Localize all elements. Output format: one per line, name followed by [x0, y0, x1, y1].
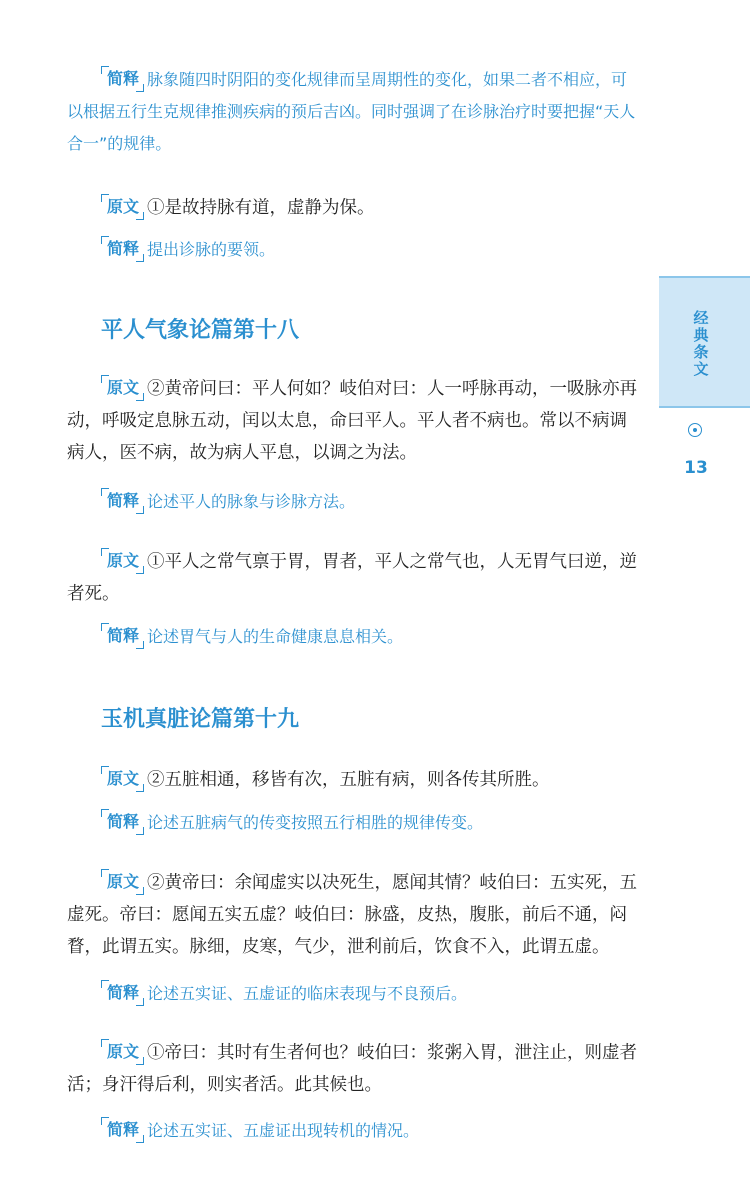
- explanation-paragraph: [67, 64, 637, 160]
- original-label: 原文: [101, 769, 144, 789]
- explanation-paragraph: [67, 486, 637, 518]
- original-label: 原文: [101, 197, 144, 217]
- original-label: 原文: [101, 378, 144, 398]
- original-text: 黄帝曰：余闻虚实以决死生，愿闻其情？岐伯曰：五实死，五虚死。帝曰：愿闻五实五虚？岐伯曰：脉盛，皮热，腹胀，前后不通，闷瞀，此谓五实。脉细，皮寒，气少，泄利前后，饮食不入，此谓五虚。: [67, 873, 638, 957]
- explanation-text: 论述五实证、五虚证出现转机的情况。: [147, 1121, 420, 1140]
- explanation-label: 简释: [101, 239, 144, 259]
- explanation-label: 简释: [101, 491, 144, 511]
- explanation-paragraph: [67, 807, 637, 839]
- original-text: 是故持脉有道，虚静为保。: [164, 198, 375, 218]
- explanation-label: 简释: [101, 1120, 144, 1140]
- original-paragraph: [67, 867, 637, 963]
- marker: ①: [147, 552, 165, 572]
- marker: ②: [147, 770, 165, 790]
- original-label: 原文: [101, 551, 144, 571]
- explanation-paragraph: [67, 1115, 637, 1147]
- explanation-text: 论述平人的脉象与诊脉方法。: [147, 492, 356, 511]
- section-heading: 玉机真脏论篇第十九: [101, 707, 300, 732]
- page-dot-icon: [688, 423, 702, 437]
- original-paragraph: [67, 764, 637, 796]
- original-text: 帝曰：其时有生者何也？岐伯曰：浆粥入胃，泄注止，则虚者活；身汗得后利，则实者活。此其候也。: [67, 1043, 638, 1095]
- marker: ②: [147, 873, 165, 893]
- chapter-side-tab-text: 经典条文: [693, 309, 709, 378]
- marker: ①: [147, 198, 165, 218]
- explanation-text: 脉象随四时阴阳的变化规律而呈周期性的变化，如果二者不相应，可以根据五行生克规律推测疾病的预后吉凶。同时强调了在诊脉治疗时要把握“天人合一”的规律。: [67, 70, 636, 153]
- original-paragraph: [67, 192, 637, 224]
- explanation-label: 简释: [101, 69, 144, 89]
- explanation-text: 论述五实证、五虚证的临床表现与不良预后。: [147, 984, 468, 1003]
- explanation-text: 论述五脏病气的传变按照五行相胜的规律传变。: [147, 813, 484, 832]
- explanation-text: 论述胃气与人的生命健康息息相关。: [147, 627, 404, 646]
- original-paragraph: [67, 373, 637, 469]
- section-heading: 平人气象论篇第十八: [101, 318, 300, 343]
- marker: ②: [147, 379, 165, 399]
- explanation-paragraph: [67, 621, 637, 653]
- original-paragraph: [67, 546, 637, 610]
- original-label: 原文: [101, 1042, 144, 1062]
- original-text: 五脏相通，移皆有次，五脏有病，则各传其所胜。: [164, 770, 550, 790]
- original-label: 原文: [101, 872, 144, 892]
- original-paragraph: [67, 1037, 637, 1101]
- explanation-paragraph: [67, 234, 637, 266]
- explanation-paragraph: [67, 978, 637, 1010]
- marker: ①: [147, 1043, 165, 1063]
- explanation-text: 提出诊脉的要领。: [147, 240, 276, 259]
- original-text: 平人之常气禀于胃，胃者，平人之常气也，人无胃气曰逆，逆者死。: [67, 552, 638, 604]
- explanation-label: 简释: [101, 812, 144, 832]
- explanation-label: 简释: [101, 626, 144, 646]
- original-text: 黄帝问曰：平人何如？岐伯对曰：人一呼脉再动，一吸脉亦再动，呼吸定息脉五动，闰以太息，命曰平人。平人者不病也。常以不病调病人，医不病，故为病人平息，以调之为法。: [67, 379, 638, 463]
- page-number: 13: [684, 458, 708, 478]
- explanation-label: 简释: [101, 983, 144, 1003]
- chapter-side-tab: [659, 276, 750, 408]
